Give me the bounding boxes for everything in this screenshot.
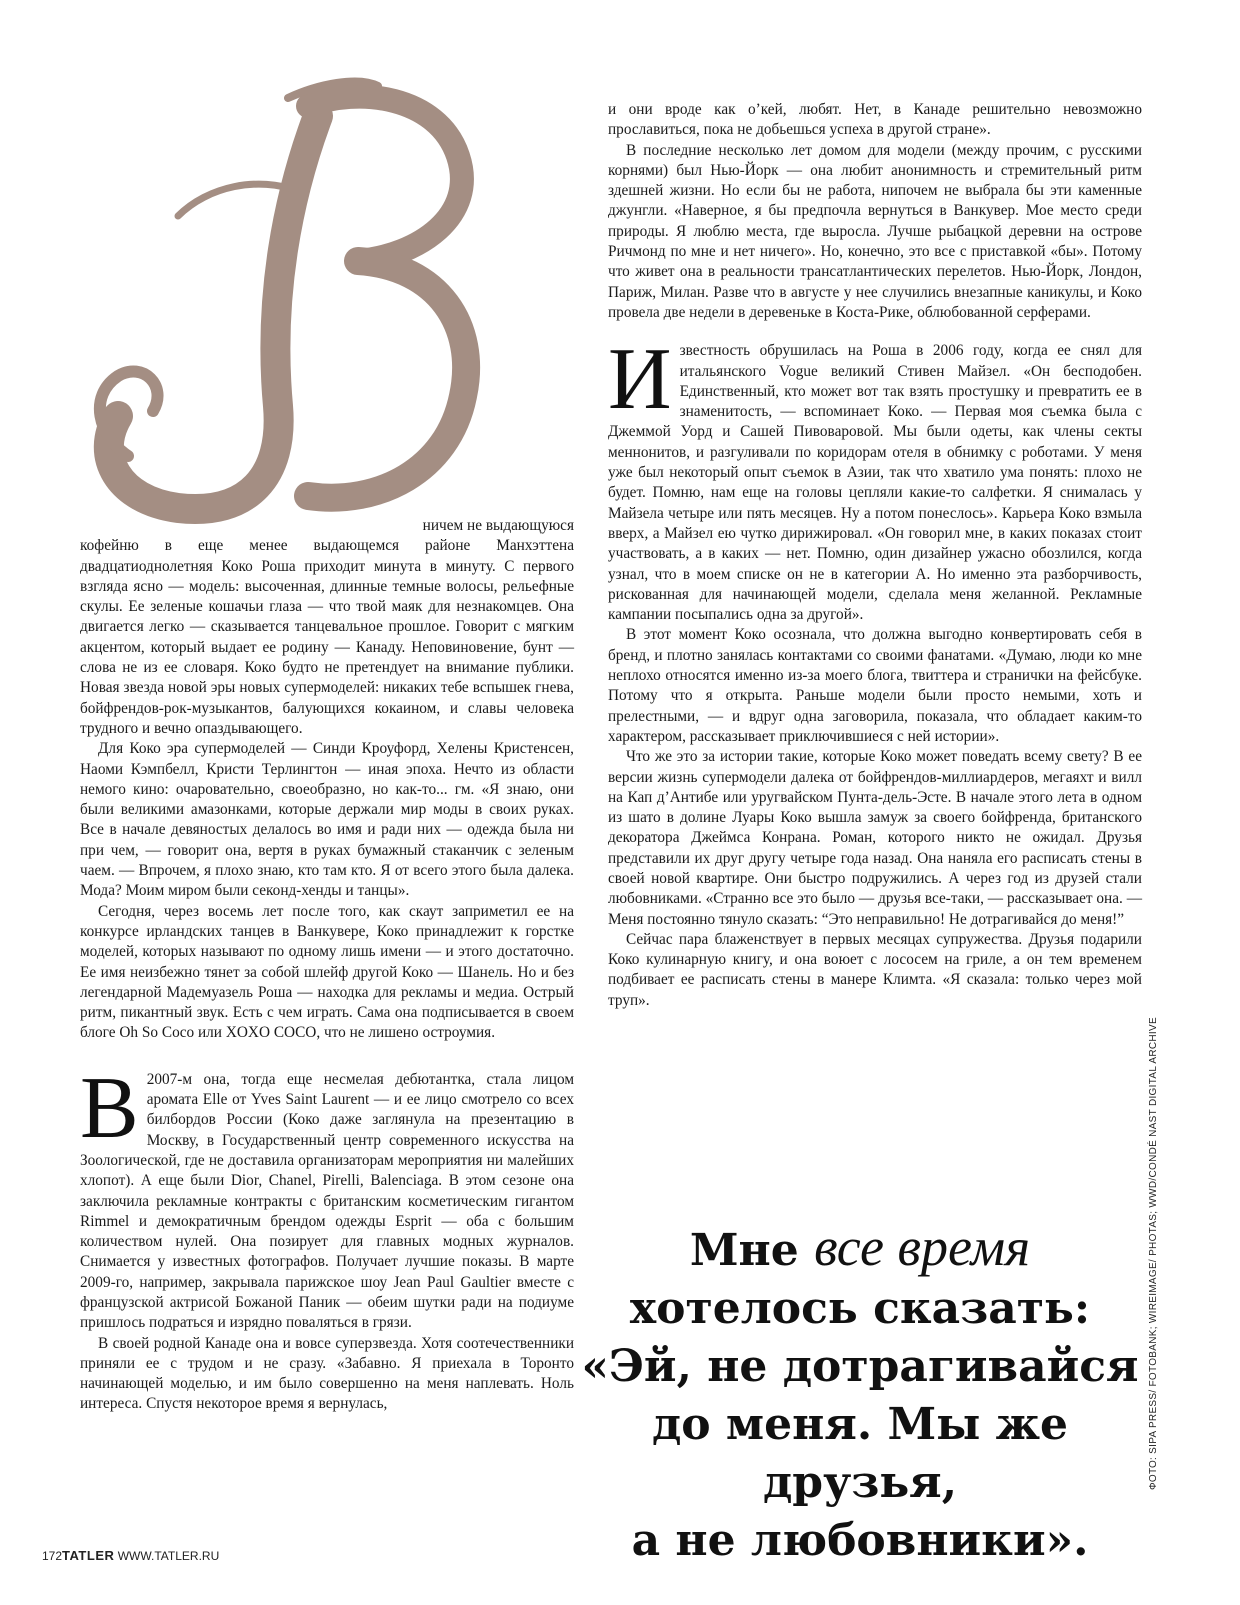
body-paragraph: В своей родной Канаде она и вовсе суперзвезда. Хотя соотечественники приняли ее с трудом и не сразу. «Забавно. Я приехала в Торонто начинающей моделью, и им было совершенно на меня наплевать. Ноль интереса. Спустя некоторое время я вернулась, — [80, 1334, 574, 1413]
pull-quote-line: «Эй, не дотрагивайся — [581, 1341, 1139, 1392]
body-paragraph: В последние несколько лет домом для модели (между прочим, с русскими корнями) был Нью-Йорк — она любит анонимность и стремительный ритм здешней жизни. Но если бы не работа, нипочем не выбрала бы эти каменные джунгли. «Наверное, я бы предпочла вернуться в Ванкувер. Мое место среди природы. Я люблю места, где выросла. Лучше рыбацкой деревни на острове Ричмонд по мне и нет ничего». Но, конечно, это все с приставкой «бы». Потому что живет она в реальности трансатлантических перелетов. Нью-Йорк, Лондон, Париж, Милан. Разве что в августе у нее случились внезапные каникулы, и Коко провела две недели в деревеньке в Коста-Рике, облюбованной серферами. — [608, 141, 1142, 321]
lead-paragraph: кофейню в еще менее выдающемся районе Манхэттена двадцатиоднолетняя Коко Роша приходит минута в минуту. С первого взгляда ясно — модель: высоченная, длинные темные волосы, рельефные скулы. Ее зеленые кошачьи глаза — что твой маяк для незнакомцев. Она двигается легко — сказывается танцевальное прошлое. Говорит с мягким акцентом, который выдает ее родину — Канаду. Неповиновение, бунт — слова не из ее словаря. Коко будто не претендует на внимание публики. Новая звезда новой эры новых супермоделей: никаких тебе вспышек гнева, бойфрендов-рок-музыкантов, балующихся кокаином, и славы человека трудного и вечно опаздывающего. — [80, 537, 574, 737]
drop-cap: В — [80, 1059, 139, 1157]
section-text: 2007-м она, тогда еще несмелая дебютантка, стала лицом аромата Elle от Yves Saint Laurent — и ее лицо смотрело со всех билбордов России (Коко даже заглянула на презентацию в Москву, в Государственный центр современного искусства на Зоологической, где не доставила организаторам мероприятия ни малейших хлопот). А еще были Dior, Chanel, Pirelli, Balenciaga. В этом сезоне она заключила рекламные контракты с британским косметическим гигантом Rimmel и демократичным брендом одежды Esprit — оба с большим количеством нулей. Она позирует для главных модных журналов. Снимается у известных фотографов. Получает лучшие показы. В марте 2009-го, например, закрывала парижское шоу Jean Paul Gaultier вместе с французской актрисой Божаной Паник — обеим шутки ради на подиуме пришлось подраться и изрядно поваляться в грязи. — [80, 1070, 574, 1332]
body-paragraph: Сегодня, через восемь лет после того, как скаут заприметил ее на конкурсе ирландских танцев в Ванкувере, Коко принадлежит к горстке моделей, которых называют по одному лишь имени — и этого достаточно. Ее имя неизбежно тянет за собой шлейф другой Коко — Шанель. Но и без легендарной Мадемуазель Роша — находка для рекламы и медиа. Острый ритм, пикантный звук. Есть с чем играть. Сама она подписывается в своем блоге Oh So Coco или XOXO COCO, что не лишено остроумия. — [80, 902, 574, 1042]
pull-quote-line — [580, 1218, 1140, 1280]
pull-quote-line: хотелось сказать: — [629, 1283, 1091, 1334]
decorative-initial-letter — [58, 76, 498, 528]
section-text: звестность обрушилась на Роша в 2006 году, когда ее снял для итальянского Vogue великий Стивен Майзел. «Он бесподобен. Единственный, кто может вот так взять простушку и превратить ее в знаменитость, — вспоминает Коко. — Первая моя съемка была с Джеммой Уорд и Сашей Пивоваровой. Мы были одеты, как члены секты меннонитов, и разгуливали по коридорам отеля в обнимку с роботами. У меня уже был некоторый опыт съемок в Азии, так что хватило ума понять: плохо не будет. Помню, нам еще на головы цепляли какие-то салфетки. Я снималась у Майзела четыре или пять месяцев. Ну а потом понеслось». Карьера Коко взмыла вверх, а Майзел ею чутко дирижировал. «Он говорил мне, в каких показах стоит участвовать, а в каких — нет. Помню, один дизайнер ужасно обозлился, когда узнал, что в моем списке он не в категории А. Но именно эта разборчивость, рискованная для начинающей модели, сделала меня желанной. Рекламные кампании посыпались одна за другой». — [608, 342, 1142, 624]
photo-credit: ФОТО: SIPA PRESS/ FOTOBANK; WIREIMAGE/ PHOTAS; WWD/CONDÉ NAST DIGITAL ARCHIVE — [1148, 1017, 1159, 1490]
lead-first-line: ничем не выдающуюся — [422, 517, 574, 534]
website-url: WWW.TATLER.RU — [117, 1549, 220, 1563]
pull-quote — [580, 1218, 1140, 1570]
left-column — [80, 516, 574, 1415]
body-paragraph: Что же это за истории такие, которые Коко может поведать всему свету? В ее версии жизнь супермодели далека от бойфрендов-миллиардеров, мегаяхт и вилл на Кап д’Антибе или уругвайском Пунта-дель-Эсте. В начале этого лета в одном из шато в долине Луары Коко вышла замуж за своего бойфренда, британского декоратора Джеймса Конрана. Роман, которого никто не ожидал. Друзья представили их друг другу четыре года назад. Она наняла его расписать стены в своей новой квартире. Они быстро подружились. А через год из друзей стали любовниками. «Странно все это было — друзья все-таки, — рассказывает она. — Меня постоянно тянуло сказать: “Это неправильно! Не дотрагивайся до меня!” — [608, 748, 1142, 928]
ornate-letter-graphic — [58, 76, 498, 528]
pull-quote-line: а не любовники». — [631, 1515, 1089, 1566]
right-column — [608, 100, 1142, 1011]
drop-cap: И — [608, 331, 672, 429]
magazine-brand: TATLER — [62, 1548, 115, 1563]
pull-quote-italic: все время — [814, 1217, 1031, 1277]
page-footer — [42, 1548, 219, 1563]
pull-quote-line: до меня. Мы же друзья, — [651, 1399, 1069, 1508]
body-paragraph: В этот момент Коко осознала, что должна выгодно конвертировать себя в бренд, и плотно занялась контактами со своими фанатами. «Думаю, люди ко мне неплохо относятся именно из-за моего блога, твиттера и странички на фейсбуке. Потому что я открыта. Раньше модели были просто немыми, хоть и прелестными, — и вдруг одна заговорила, показала, что обладает каким-то характером, рассказывает приключившиеся с ней истории». — [608, 626, 1142, 745]
body-paragraph: Для Коко эра супермоделей — Синди Кроуфорд, Хелены Кристенсен, Наоми Кэмпбелл, Кристи Терлингтон — иная эпоха. Нечто из области немого кино: очаровательно, своеобразно, но как-то... гм. «Я знаю, они были великими амазонками, которые держали мир моды в своих руках. Все в начале девяностых делалось во имя и ради них — одежда была ни при чем, — говорит она, вертя в руках бумажный стаканчик с зеленым чаем. — Впрочем, я плохо знаю, кто там кто. Я от всего этого была далека. Мода? Моим миром были секонд-хенды и танцы». — [80, 740, 574, 900]
body-paragraph: Сейчас пара блаженствует в первых месяцах супружества. Друзья подарили Коко кулинарную книгу, и она воюет с лососем на гриле, а он тем временем подбивает ее расписать стены в манере Климта. «Я сказала: только через мой труп». — [608, 930, 1142, 1009]
page-number: 172 — [42, 1549, 63, 1563]
pull-quote-prefix: Мне — [689, 1225, 815, 1276]
body-paragraph: и они вроде как о’кей, любят. Нет, в Канаде решительно невозможно прославиться, пока не добьешься успеха в другой стране». — [608, 101, 1142, 139]
section-paragraph — [608, 331, 1142, 625]
section-paragraph — [80, 1059, 574, 1334]
